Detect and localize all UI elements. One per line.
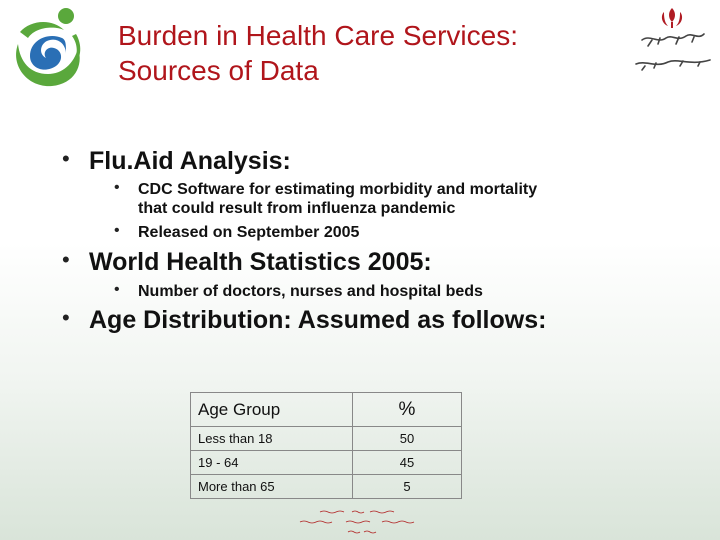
ministry-emblem-logo [628,4,716,80]
table-row [191,475,462,499]
bullet-marker: • [62,247,70,272]
table-row [191,427,462,451]
percent-cell: 5 [353,475,462,499]
sub-bullet-marker: • [114,179,120,196]
title-line-2: Sources of Data [118,55,319,86]
footnote-scribble [290,508,440,538]
health-organization-logo [4,4,94,94]
bullet-marker: • [62,305,70,330]
sub-bullet-line: that could result from influenza pandemic [138,200,456,217]
age-group-cell: More than 65 [191,475,353,499]
sub-bullet-marker: • [114,281,120,298]
bullet-fluaid-analysis: Flu.Aid Analysis: [89,147,291,175]
title-line-1: Burden in Health Care Services: [118,20,518,51]
column-header-age-group: Age Group [191,393,353,427]
age-group-cell: Less than 18 [191,427,353,451]
sub-bullet-line: CDC Software for estimating morbidity and mortality [138,181,538,198]
sub-bullet-released: Released on September 2005 [138,224,360,241]
percent-cell: 50 [353,427,462,451]
column-header-percent: % [353,393,462,427]
bullet-marker: • [62,146,70,171]
sub-bullet-cdc-software [138,180,537,218]
bullet-age-distribution: Age Distribution: Assumed as follows: [89,306,547,334]
slide-title [118,18,618,88]
age-distribution-table [190,392,462,499]
bullet-world-health-statistics: World Health Statistics 2005: [89,248,432,276]
table-row [191,451,462,475]
sub-bullet-marker: • [114,222,120,239]
table-header-row [191,393,462,427]
age-group-cell: 19 - 64 [191,451,353,475]
sub-bullet-doctors-nurses: Number of doctors, nurses and hospital beds [138,283,483,300]
percent-cell: 45 [353,451,462,475]
